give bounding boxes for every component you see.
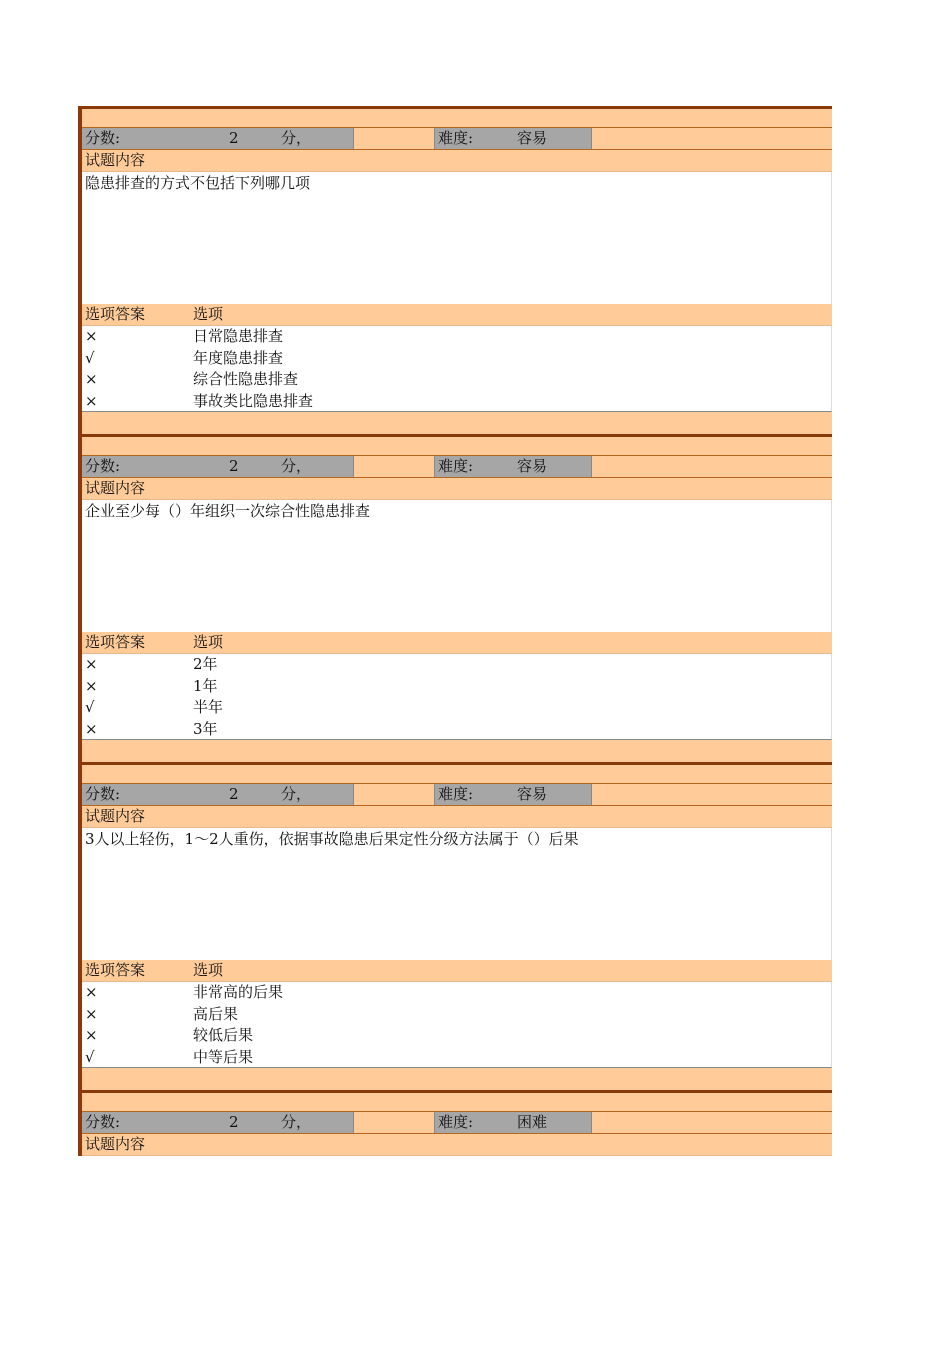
answer-mark-icon: × (85, 983, 98, 1001)
question-meta-row (82, 784, 832, 806)
option-text: 1年 (193, 676, 218, 695)
question-content: 3人以上轻伤，1～2人重伤，依据事故隐患后果定性分级方法属于（）后果 (82, 828, 832, 960)
content-header: 试题内容 (82, 478, 832, 500)
score-value: 2 (229, 129, 239, 147)
question-sheet (78, 106, 832, 1156)
options-header-option: 选项 (193, 961, 224, 979)
question-block-2 (82, 434, 832, 762)
options-header-answer: 选项答案 (85, 305, 146, 323)
score-label: 分数: (85, 129, 121, 147)
answer-mark-icon: × (85, 719, 98, 738)
answer-mark-icon: √ (85, 1047, 95, 1066)
score-value: 2 (229, 457, 239, 475)
option-row (82, 1025, 832, 1047)
option-row (82, 719, 832, 741)
question-separator-bar (82, 106, 832, 128)
answer-mark-icon: × (85, 370, 98, 388)
question-meta-row (82, 456, 832, 478)
option-text: 非常高的后果 (193, 983, 284, 1001)
question-block-3 (82, 762, 832, 1090)
options-header (82, 632, 832, 654)
question-block-4 (82, 1090, 832, 1156)
content-header: 试题内容 (82, 806, 832, 828)
option-text: 中等后果 (193, 1047, 254, 1066)
question-content: 隐患排查的方式不包括下列哪几项 (82, 172, 832, 304)
content-header: 试题内容 (82, 150, 832, 172)
options-header-option: 选项 (193, 633, 224, 651)
content-header: 试题内容 (82, 1134, 832, 1156)
score-unit: 分， (281, 129, 312, 147)
question-separator-bar (82, 434, 832, 456)
score-label: 分数: (85, 1113, 121, 1131)
question-block-1 (82, 106, 832, 434)
option-row (82, 982, 832, 1004)
option-row (82, 1047, 832, 1069)
option-text: 年度隐患排查 (193, 348, 284, 367)
option-text: 日常隐患排查 (193, 327, 284, 345)
difficulty-label: 难度: (438, 457, 474, 475)
score-label: 分数: (85, 457, 121, 475)
answer-mark-icon: × (85, 391, 98, 410)
answer-mark-icon: √ (85, 348, 95, 367)
score-unit: 分， (281, 785, 312, 803)
options-header-option: 选项 (193, 305, 224, 323)
question-separator-bar (82, 762, 832, 784)
option-text: 高后果 (193, 1004, 239, 1023)
question-footer-bar (82, 1068, 832, 1090)
score-unit: 分， (281, 457, 312, 475)
options-header-answer: 选项答案 (85, 633, 146, 651)
option-row (82, 697, 832, 719)
option-row (82, 348, 832, 370)
options-header (82, 960, 832, 982)
option-row (82, 654, 832, 676)
question-separator-bar (82, 1090, 832, 1112)
options-header-answer: 选项答案 (85, 961, 146, 979)
option-row (82, 326, 832, 348)
difficulty-value: 困难 (517, 1113, 548, 1131)
option-text: 2年 (193, 655, 218, 673)
option-row (82, 1004, 832, 1026)
option-row (82, 369, 832, 391)
question-footer-bar (82, 740, 832, 762)
option-text: 半年 (193, 698, 224, 716)
option-text: 事故类比隐患排查 (193, 391, 314, 410)
answer-mark-icon: × (85, 1026, 98, 1044)
score-unit: 分， (281, 1113, 312, 1131)
difficulty-label: 难度: (438, 785, 474, 803)
option-row (82, 676, 832, 698)
score-value: 2 (229, 785, 239, 803)
difficulty-label: 难度: (438, 129, 474, 147)
score-value: 2 (229, 1113, 239, 1131)
question-meta-row (82, 128, 832, 150)
option-text: 3年 (193, 719, 218, 738)
score-label: 分数: (85, 785, 121, 803)
answer-mark-icon: √ (85, 698, 95, 716)
option-text: 综合性隐患排查 (193, 370, 299, 388)
option-text: 较低后果 (193, 1026, 254, 1044)
difficulty-label: 难度: (438, 1113, 474, 1131)
answer-mark-icon: × (85, 1004, 98, 1023)
question-content: 企业至少每（）年组织一次综合性隐患排查 (82, 500, 832, 632)
answer-mark-icon: × (85, 655, 98, 673)
question-meta-row (82, 1112, 832, 1134)
difficulty-value: 容易 (517, 457, 548, 475)
answer-mark-icon: × (85, 676, 98, 695)
answer-mark-icon: × (85, 327, 98, 345)
question-footer-bar (82, 412, 832, 434)
difficulty-value: 容易 (517, 129, 548, 147)
option-row (82, 391, 832, 413)
options-header (82, 304, 832, 326)
difficulty-value: 容易 (517, 785, 548, 803)
